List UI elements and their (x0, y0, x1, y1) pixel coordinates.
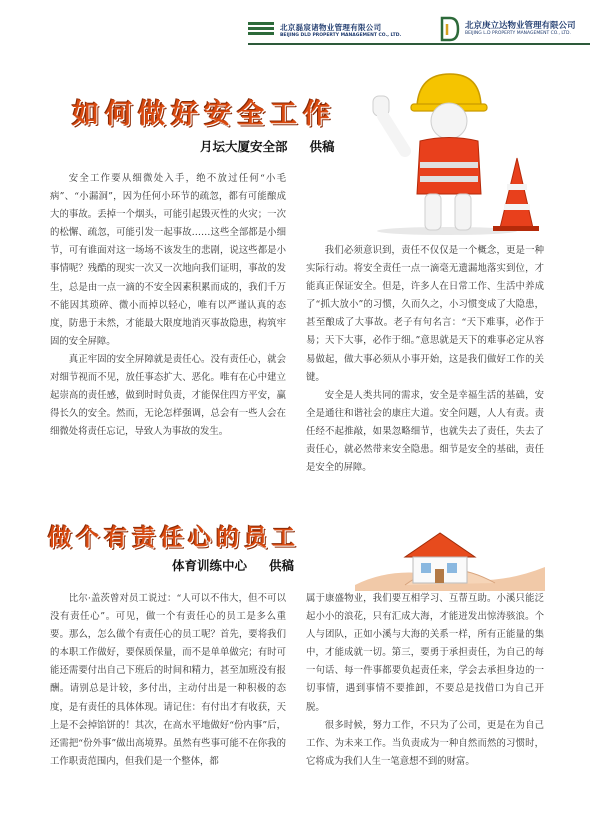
article1-title: 如何做好安全工作 (72, 99, 336, 130)
article1-author-dept: 月坛大厦安全部 (200, 139, 288, 154)
safety-worker-illustration (365, 66, 545, 236)
article2-right-column (306, 590, 544, 771)
company1-name: 北京磊宸诸物业管理有限公司 (280, 23, 382, 32)
article2-paragraph: 很多时候，努力工作，不只为了公司，更是在为自己工作、为未来工作。当负责成为一种自然而然的习惯时，它将成为我们人生一笔意想不到的财富。 (306, 719, 544, 767)
article1-author-role: 供稿 (309, 139, 335, 154)
company2-english-name: BEIJING L.D PROPERTY MANAGEMENT CO., LTD. (465, 31, 571, 36)
article2-byline (172, 556, 294, 574)
company2-block (465, 19, 590, 36)
article1-paragraph: 真正牢固的安全屏障就是责任心。没有责任心，就会对细节视而不见，放任事态扩大、恶化。唯有在心中建立起崇高的责任感，做到时时负责，才能保住四方平安，赢得长久的安全。然而，无论怎样强调，总会有一些人会在细微处将责任忘记，导致人为事故的发生。 (50, 353, 286, 438)
article2-author-dept: 体育训练中心 (172, 558, 248, 573)
article1-left-column (50, 170, 286, 441)
company2-logo-icon (440, 16, 460, 42)
article2-paragraph: 比尔·盖茨曾对员工说过：“人可以不伟大，但不可以没有责任心”。可见，做一个有责任心的员工是多么重要。那么，怎么做个有责任心的员工呢？首先，要将我们的本职工作做好，要保质保量，而不是单单做完；有时可能还需要付出自己下班后的时间和精力，甚至加班没有报酬。请别总是计较，多付出，主动付出是一种积极的态度，是有责任的具体体现。请记住：有付出才有收获，天上是不会掉馅饼的！其次，在高水平地做好“份内事”后，还需把“份外事”做出高境界。虽然有些事可能不在你我的工作职责范围内，但我们是一个整体，都 (50, 593, 286, 767)
house-hands-illustration (345, 525, 550, 591)
article2-author-role: 供稿 (269, 558, 295, 573)
company1-block (280, 22, 430, 38)
article1-paragraph: 我们必须意识到，责任不仅仅是一个概念，更是一种实际行动。将安全责任一点一滴毫无遗漏地落实到位，才能真正保证安全。但是，许多人在日常工作、生活中养成了“抓大放小”的习惯，久而久之，小习惯变成了大隐患，甚至酿成了大事故。老子有句名言：“天下难事，必作于易；天下大事，必作于细。”意思就是天下的难事必定从容易做起，做大事必须从小事开始，这是我们做好工作的关键。 (306, 245, 544, 383)
article2-title: 做个有责任心的员工 (48, 525, 300, 551)
company2-name: 北京庚立达物业管理有限公司 (465, 21, 576, 31)
article1-paragraph: 安全是人类共同的需求，安全是幸福生活的基础，安全是通往和谐社会的康庄大道。安全问题，人人有责。责任经不起推敲，如果忽略细节，也就失去了责任，失去了责任心，就必然带来安全隐患。细节是安全的基础，责任是安全的屏障。 (306, 389, 544, 474)
article2-left-column (50, 590, 286, 771)
header-divider (248, 43, 590, 45)
article1-paragraph: 安全工作要从细微处入手，绝不放过任何“小毛病”、“小漏洞”，因为任何小环节的疏忽，都有可能酿成大的事故。丢掉一个烟头，可能引起毁灭性的火灾；一次的松懈、疏忽，可能引发一起事故……这些全部都是小细节，可有谁面对这一场场不该发生的悲剧，说这些都是小事情呢？残酷的现实一次又一次地向我们证明，事故的发生，总是由一点一滴的不安全因素积累而成的，我们千万不能因其琐碎、微小而掉以轻心，唯有以严谨认真的态度，防患于未然，才能最大限度地消灭事故隐患，构筑牢固的安全屏障。 (50, 173, 286, 347)
article2-paragraph: 属于康盛物业，我们要互相学习、互帮互助。小溪只能泛起小小的浪花，只有汇成大海，才能迸发出惊涛骇浪。个人与团队，正如小溪与大海的关系一样，所有正能量的集中，才能成就一切。第三，要勇于承担责任，为自己的每一句话、每一件事都要负起责任来，学会去承担身边的一切事情，遇到事情不要推卸，不要总是找借口为自己开脱。 (306, 593, 544, 713)
article1-byline (200, 137, 335, 155)
company-logo-icon (248, 22, 274, 38)
company1-english-name: BEIJING DLD PROPERTY MANAGEMENT CO., LTD. (280, 33, 402, 38)
article1-right-column (306, 242, 544, 477)
page-header (0, 0, 597, 52)
